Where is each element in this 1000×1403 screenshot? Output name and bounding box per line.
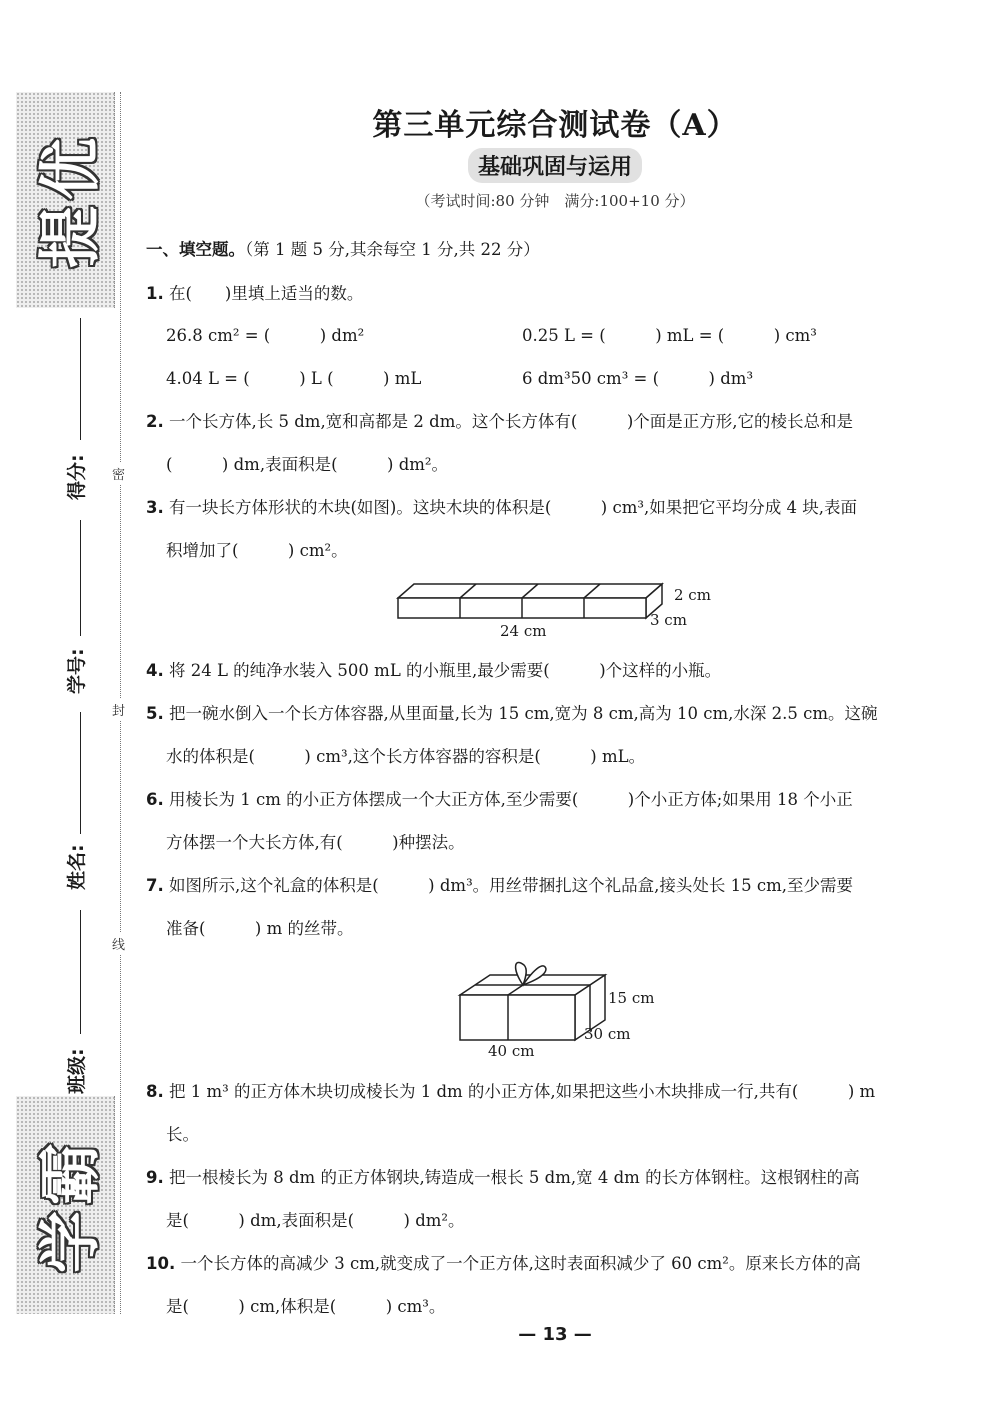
question-8-line2: 长。 [166, 1125, 199, 1144]
gift-box-length-label: 40 cm [488, 1042, 535, 1060]
question-3-line2: 积增加了( ) cm²。 [166, 541, 348, 560]
section-heading-title: 一、填空题。 [146, 240, 245, 259]
page-subtitle: 基础巩固与运用 [468, 148, 642, 183]
question-5-line2: 水的体积是( ) cm³,这个长方体容器的容积是( ) mL。 [166, 747, 646, 766]
question-text-line1: 把 1 m³ 的正方体木块切成棱长为 1 dm 的小正方体,如果把这些小木块排成一行,共有( ) m [169, 1082, 876, 1101]
question-7-line2: 准备( ) m 的丝带。 [166, 919, 354, 938]
cut-mark-seal: 密 [112, 462, 125, 485]
question-number: 4. [146, 661, 164, 680]
question-text-line1: 如图所示,这个礼盒的体积是( ) dm³。用丝带捆扎这个礼品盒,接头处长 15 cm,至少需要 [169, 876, 854, 895]
field-line-name [80, 712, 81, 834]
question-2 [146, 410, 853, 434]
stamp-top-text: 提优 [33, 131, 107, 269]
question-5 [146, 702, 877, 726]
question-text-line1: 一个长方体的高减少 3 cm,就变成了一个正方体,这时表面积减少了 60 cm²。原来长方体的高 [180, 1254, 861, 1273]
field-line-student-id [80, 520, 81, 636]
block-width-label: 3 cm [650, 611, 687, 629]
question-text-line1: 把一根棱长为 8 dm 的正方体钢块,铸造成一根长 5 dm,宽 4 dm 的长方体钢柱。这根钢柱的高 [169, 1168, 860, 1187]
question-number: 6. [146, 790, 164, 809]
stamp-bottom-decoration [16, 1096, 115, 1314]
question-7 [146, 874, 853, 898]
question-text-line1: 将 24 L 的纯净水装入 500 mL 的小瓶里,最少需要( )个这样的小瓶。 [169, 661, 722, 680]
question-text-line1: 用棱长为 1 cm 的小正方体摆成一个大正方体,至少需要( )个小正方体;如果用 18 个小正 [169, 790, 853, 809]
subtitle-wrap [0, 148, 1000, 183]
question-number: 2. [146, 412, 164, 431]
question-number: 10. [146, 1254, 176, 1273]
question-number: 1. [146, 284, 164, 303]
gift-box-height-label: 15 cm [608, 989, 655, 1007]
question-1-part-d: 6 dm³50 cm³ = ( ) dm³ [522, 369, 754, 388]
question-number: 7. [146, 876, 164, 895]
field-label-name: 姓名: [66, 844, 88, 890]
question-4 [146, 659, 721, 683]
section-heading [146, 238, 540, 262]
question-text-line1: 一个长方体,长 5 dm,宽和高都是 2 dm。这个长方体有( )个面是正方形,它的棱长总和是 [169, 412, 854, 431]
question-number: 9. [146, 1168, 164, 1187]
question-text-line1: 把一碗水倒入一个长方体容器,从里面量,长为 15 cm,宽为 8 cm,高为 10 cm,水深 2.5 cm。这碗 [169, 704, 878, 723]
question-10 [146, 1252, 861, 1276]
stamp-bottom-text: 学霸 [33, 1136, 107, 1274]
field-label-class: 班级: [66, 1048, 88, 1094]
question-8 [146, 1080, 875, 1104]
question-number: 8. [146, 1082, 164, 1101]
section-heading-points: （第 1 题 5 分,其余每空 1 分,共 22 分） [245, 240, 540, 259]
question-9 [146, 1166, 860, 1190]
cut-mark-close: 封 [112, 698, 125, 721]
exam-info: （考试时间:80 分钟 满分:100+10 分） [415, 192, 695, 210]
question-1-part-a: 26.8 cm² = ( ) dm² [166, 326, 365, 345]
block-length-label: 24 cm [500, 622, 547, 640]
question-10-line2: 是( ) cm,体积是( ) cm³。 [166, 1297, 446, 1316]
page-title: 第三单元综合测试卷（A） [372, 108, 738, 143]
question-1-part-b: 0.25 L = ( ) mL = ( ) cm³ [522, 326, 817, 345]
question-6-line2: 方体摆一个大长方体,有( )种摆法。 [166, 833, 465, 852]
field-line-class [80, 910, 81, 1034]
gift-box-front-face [460, 995, 575, 1040]
question-number: 3. [146, 498, 164, 517]
block-height-label: 2 cm [674, 586, 711, 604]
question-stem: 在( )里填上适当的数。 [169, 284, 364, 303]
question-2-line2: ( ) dm,表面积是( ) dm²。 [166, 455, 449, 474]
question-text-line1: 有一块长方体形状的木块(如图)。这块木块的体积是( ) cm³,如果把它平均分成 4 块,表面 [169, 498, 857, 517]
field-line-score [80, 318, 81, 440]
cut-mark-line: 线 [112, 932, 125, 955]
question-number: 5. [146, 704, 164, 723]
page-number: — 13 — [518, 1324, 592, 1345]
field-label-score: 得分: [66, 454, 88, 500]
gift-box-width-label: 30 cm [584, 1025, 631, 1043]
question-9-line2: 是( ) dm,表面积是( ) dm²。 [166, 1211, 465, 1230]
field-label-student-id: 学号: [66, 648, 88, 694]
question-6 [146, 788, 853, 812]
question-3 [146, 496, 857, 520]
question-1-part-c: 4.04 L = ( ) L ( ) mL [166, 369, 422, 388]
question-1 [146, 282, 363, 306]
